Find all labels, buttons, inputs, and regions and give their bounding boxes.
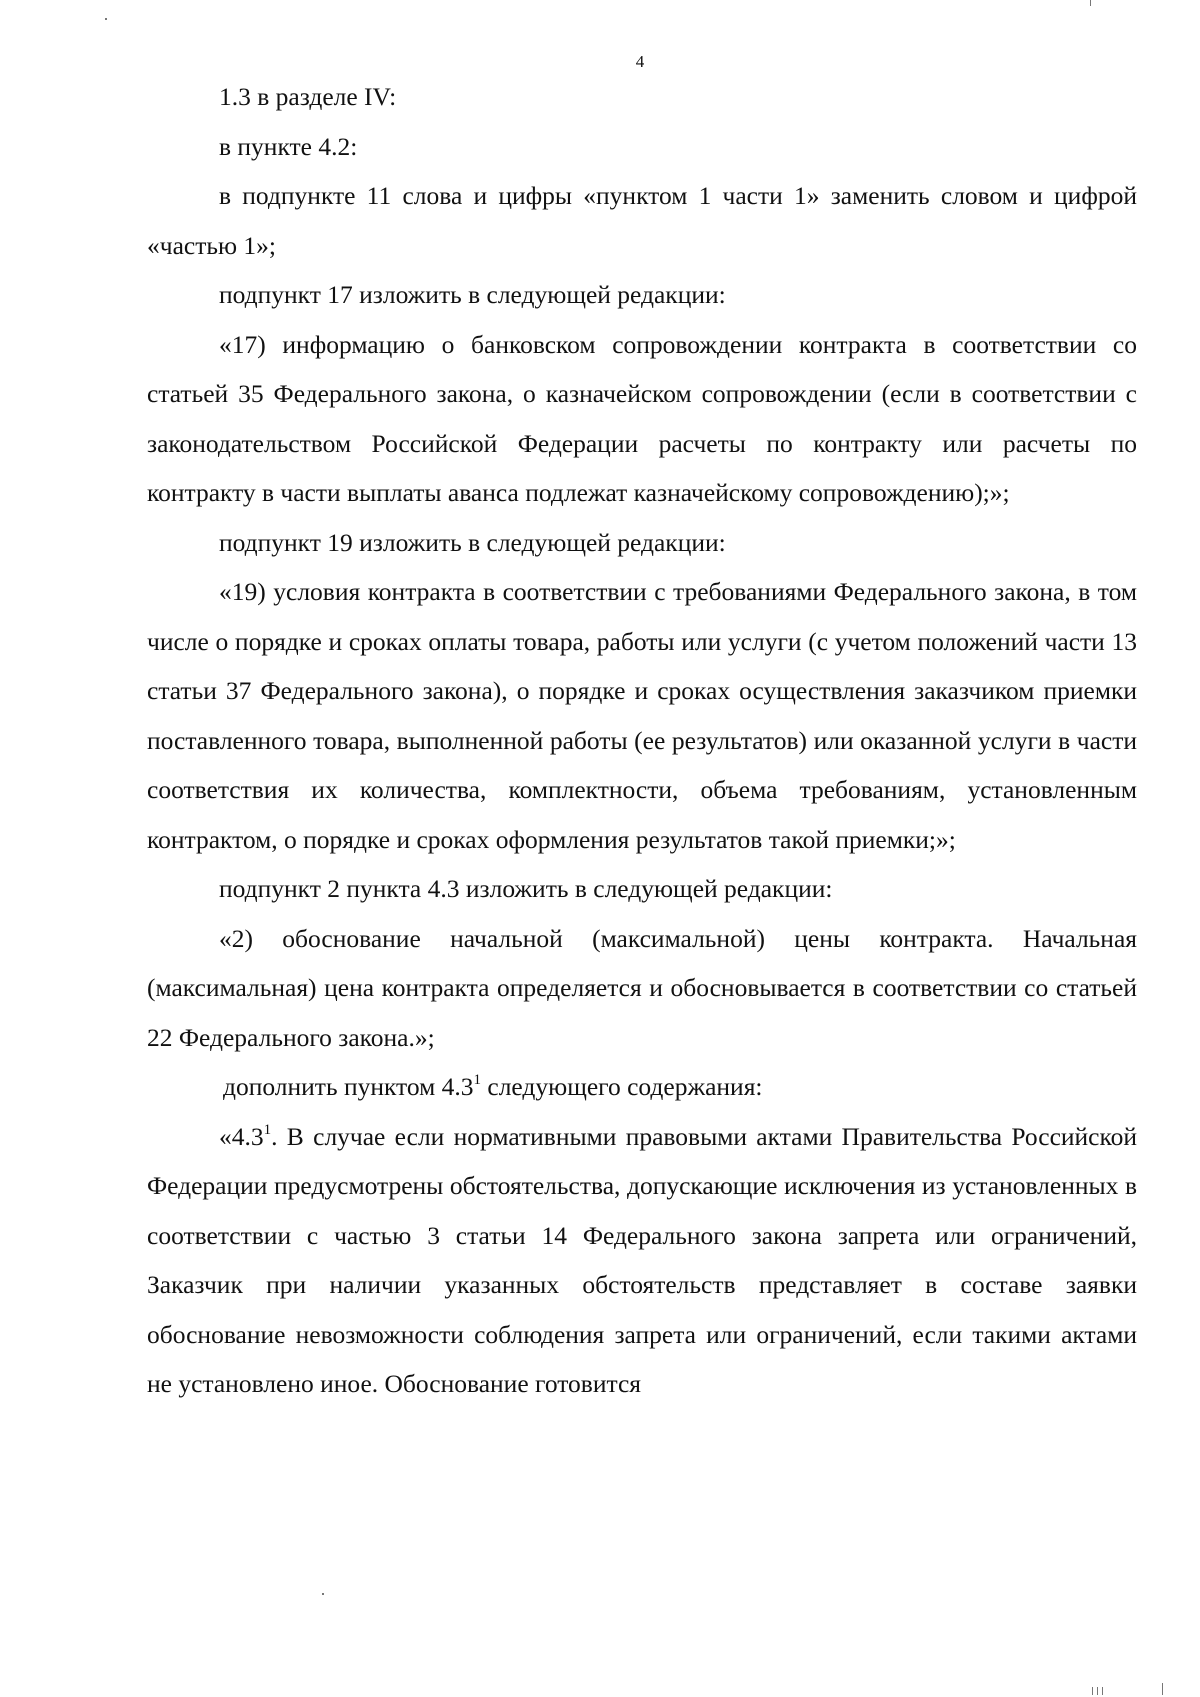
paragraph-point-4-3-1-text — [147, 1112, 1137, 1409]
superscript: 1 — [263, 1121, 272, 1138]
paragraph-subpoint-2-text: «2) обоснование начальной (максимальной) цены контракта. Начальная (максимальная) цена контракта определяется и обосновывается в соответствии со статьей 22 Федерального закона.»; — [147, 923, 1137, 1052]
paragraph-subpoint-19-intro: подпункт 19 изложить в следующей редакции: — [219, 527, 726, 557]
scan-speck — [1090, 0, 1091, 6]
paragraph-subpoint-17-intro: подпункт 17 изложить в следующей редакции: — [219, 280, 726, 309]
document-body — [147, 72, 1137, 1409]
paragraph-subpoint-19-text: «19) условия контракта в соответствии с требованиями Федерального закона, в том числе о порядке и сроках оплаты товара, работы или услуги (с учетом положений части 13 статьи 37 Федерального закона), о порядке и сроках осуществления заказчиком приемки поставленного товара, выполненной работы (ее результатов) или оказанной услуги в части соответствия их количества, комплектности, объема требованиям, установленным контрактом, о порядке и сроках оформления результатов такой приемки;»; — [147, 577, 1137, 854]
paragraph-subpoint-2-intro: подпункт 2 пункта 4.3 изложить в следующей редакции: — [219, 874, 833, 903]
page-number: 4 — [635, 52, 645, 71]
paragraph-point-heading: в пункте 4.2: — [219, 131, 358, 161]
scan-speck — [1102, 1687, 1103, 1695]
paragraph-section-heading: 1.3 в разделе IV: — [219, 82, 397, 111]
text-fragment: следующего содержания: — [481, 1072, 763, 1101]
text-fragment: . В случае если нормативными правовыми актами Правительства Российской Федерации предусмотрены обстоятельства, допускающие исключения из установленных в соответствии с частью 3 статьи 14 Федерального закона запрета или ограничений, Заказчик при наличии указанных обстоятельств представляет в составе заявки обоснование невозможности соблюдения запрета или ограничений, если такими актами не установлено иное. Обоснование готовится — [147, 1121, 1137, 1398]
paragraph-subpoint-11: в подпункте 11 слова и цифры «пунктом 1 части 1» заменить словом и цифрой «частью 1»; — [147, 181, 1137, 260]
scan-speck — [322, 1593, 324, 1595]
scan-speck — [1097, 1687, 1098, 1695]
paragraph-add-point-intro — [147, 1062, 1137, 1112]
superscript: 1 — [473, 1072, 482, 1088]
text-fragment: дополнить пунктом 4.3 — [223, 1072, 474, 1101]
paragraph-subpoint-17-text: «17) информацию о банковском сопровождении контракта в соответствии со статьей 35 Федерального закона, о казначейском сопровождении (если в соответствии с законодательством Российской Федерации расчеты по контракту или расчеты по контракту в части выплаты аванса подлежат казначейскому сопровождению);»; — [147, 329, 1137, 507]
text-fragment: «4.3 — [219, 1121, 264, 1151]
scan-speck — [1162, 1683, 1163, 1695]
scan-speck — [1092, 1687, 1093, 1695]
scan-speck — [105, 18, 107, 20]
